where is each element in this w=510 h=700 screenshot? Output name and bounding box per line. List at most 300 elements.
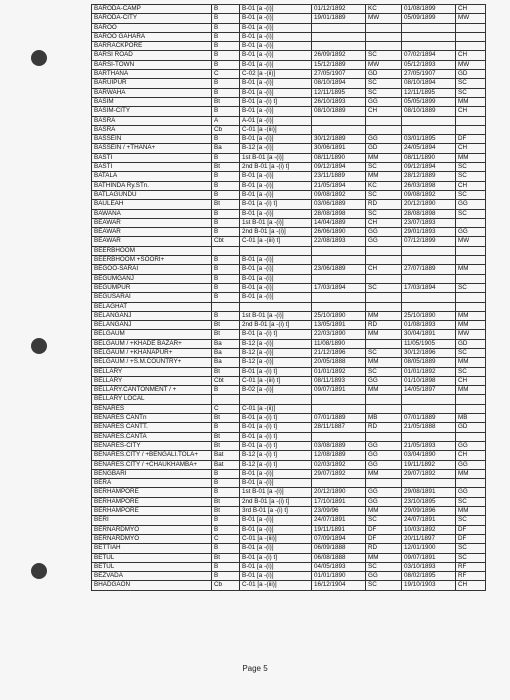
earliest-source-cell: SC xyxy=(366,283,402,292)
office-name-cell: BARWAHA xyxy=(92,88,212,97)
office-name-cell: BENGBARI xyxy=(92,469,212,478)
latest-source-cell: MW xyxy=(456,60,486,69)
earliest-date-cell: 30/12/1889 xyxy=(312,135,366,144)
type-code-cell: B xyxy=(212,5,240,14)
office-name-cell: BATHINDA Ry.STn. xyxy=(92,181,212,190)
cancellation-type-cell: C-01 [a -(iii)] xyxy=(240,534,312,543)
latest-source-cell: SC xyxy=(456,348,486,357)
latest-date-cell: 12/11/1895 xyxy=(402,88,456,97)
earliest-date-cell: 04/05/1893 xyxy=(312,562,366,571)
earliest-source-cell: SC xyxy=(366,88,402,97)
latest-date-cell: 05/05/1899 xyxy=(402,97,456,106)
earliest-date-cell xyxy=(312,479,366,488)
latest-source-cell: SC xyxy=(456,88,486,97)
earliest-source-cell: SC xyxy=(366,562,402,571)
earliest-date-cell: 11/08/1890 xyxy=(312,339,366,348)
earliest-date-cell: 13/05/1891 xyxy=(312,321,366,330)
cancellation-type-cell: B-01 [a -(i) t] xyxy=(240,200,312,209)
latest-source-cell: CH xyxy=(456,181,486,190)
table-row xyxy=(92,451,486,460)
type-code-cell: C xyxy=(212,534,240,543)
earliest-source-cell xyxy=(366,256,402,265)
table-row xyxy=(92,544,486,553)
earliest-source-cell xyxy=(366,395,402,404)
office-name-cell: BASRA xyxy=(92,125,212,134)
earliest-date-cell: 03/08/1889 xyxy=(312,441,366,450)
cancellation-type-cell: B-01 [a -(i)] xyxy=(240,525,312,534)
office-name-cell: BARODA-CITY xyxy=(92,14,212,23)
earliest-date-cell: 09/07/1891 xyxy=(312,386,366,395)
table-row xyxy=(92,153,486,162)
latest-date-cell xyxy=(402,32,456,41)
table-row xyxy=(92,516,486,525)
cancellation-type-cell: B-01 [a -(i)] xyxy=(240,256,312,265)
type-code-cell: B xyxy=(212,311,240,320)
latest-date-cell: 17/03/1894 xyxy=(402,283,456,292)
earliest-date-cell: 29/07/1892 xyxy=(312,469,366,478)
earliest-source-cell: RD xyxy=(366,423,402,432)
table-row xyxy=(92,200,486,209)
table-row xyxy=(92,144,486,153)
latest-date-cell xyxy=(402,246,456,255)
earliest-date-cell: 03/06/1889 xyxy=(312,200,366,209)
earliest-source-cell: SC xyxy=(366,79,402,88)
office-name-cell: BEAWAR xyxy=(92,237,212,246)
office-name-cell: BELLARY LOCAL xyxy=(92,395,212,404)
table-row xyxy=(92,311,486,320)
earliest-source-cell: GG xyxy=(366,237,402,246)
office-name-cell: BELGAUM xyxy=(92,330,212,339)
cancellation-type-cell xyxy=(240,302,312,311)
earliest-date-cell: 20/12/1890 xyxy=(312,488,366,497)
earliest-date-cell: 07/01/1889 xyxy=(312,414,366,423)
latest-date-cell xyxy=(402,116,456,125)
earliest-date-cell: 26/09/1892 xyxy=(312,51,366,60)
earliest-source-cell: CH xyxy=(366,107,402,116)
cancellation-type-cell: B-01 [a -(i)] xyxy=(240,60,312,69)
office-name-cell: BERNARDMYO xyxy=(92,534,212,543)
office-name-cell: BAULEAH xyxy=(92,200,212,209)
table-row xyxy=(92,14,486,23)
earliest-source-cell xyxy=(366,479,402,488)
latest-source-cell: RF xyxy=(456,562,486,571)
latest-date-cell xyxy=(402,125,456,134)
latest-date-cell: 29/09/1896 xyxy=(402,507,456,516)
latest-date-cell: 08/10/1894 xyxy=(402,79,456,88)
earliest-date-cell: 15/12/1889 xyxy=(312,60,366,69)
type-code-cell: B xyxy=(212,181,240,190)
cancellation-type-cell: B-01 [a -(i)] xyxy=(240,79,312,88)
earliest-source-cell xyxy=(366,293,402,302)
office-name-cell: BELLARY xyxy=(92,376,212,385)
latest-source-cell xyxy=(456,246,486,255)
earliest-date-cell: 17/03/1894 xyxy=(312,283,366,292)
cancellation-type-cell: B-01 [a -(i)] xyxy=(240,135,312,144)
latest-date-cell: 10/03/1892 xyxy=(402,525,456,534)
earliest-source-cell: KC xyxy=(366,5,402,14)
table-row xyxy=(92,507,486,516)
type-code-cell xyxy=(212,395,240,404)
earliest-date-cell: 01/01/1890 xyxy=(312,572,366,581)
earliest-source-cell: MM xyxy=(366,172,402,181)
latest-date-cell: 28/08/1898 xyxy=(402,209,456,218)
table-row xyxy=(92,135,486,144)
latest-date-cell: 05/12/1893 xyxy=(402,60,456,69)
latest-source-cell: MW xyxy=(456,330,486,339)
earliest-date-cell: 08/11/1890 xyxy=(312,153,366,162)
latest-date-cell xyxy=(402,432,456,441)
type-code-cell: Ba xyxy=(212,348,240,357)
latest-source-cell: CH xyxy=(456,107,486,116)
latest-date-cell: 19/11/1892 xyxy=(402,460,456,469)
office-name-cell: BEGOO-SARAI xyxy=(92,265,212,274)
table-row xyxy=(92,293,486,302)
latest-source-cell: GD xyxy=(456,423,486,432)
latest-date-cell xyxy=(402,274,456,283)
earliest-source-cell xyxy=(366,23,402,32)
cancellation-type-cell xyxy=(240,395,312,404)
type-code-cell: B xyxy=(212,516,240,525)
punch-hole xyxy=(31,338,47,354)
earliest-source-cell: KC xyxy=(366,181,402,190)
latest-source-cell: SC xyxy=(456,516,486,525)
latest-source-cell xyxy=(456,256,486,265)
earliest-source-cell: MB xyxy=(366,414,402,423)
latest-source-cell: MW xyxy=(456,237,486,246)
earliest-source-cell: DF xyxy=(366,534,402,543)
latest-date-cell: 07/12/1899 xyxy=(402,237,456,246)
postmark-ledger-table xyxy=(91,4,486,591)
latest-date-cell: 24/07/1891 xyxy=(402,516,456,525)
type-code-cell: B xyxy=(212,51,240,60)
latest-date-cell: 03/01/1895 xyxy=(402,135,456,144)
cancellation-type-cell: B-01 [a -(i) t] xyxy=(240,414,312,423)
table-row xyxy=(92,572,486,581)
table-row xyxy=(92,97,486,106)
cancellation-type-cell: 2nd B-01 [a -(i) t] xyxy=(240,497,312,506)
office-name-cell: BARODA-CAMP xyxy=(92,5,212,14)
table-row xyxy=(92,116,486,125)
office-name-cell: BETUL xyxy=(92,562,212,571)
latest-date-cell: 25/10/1890 xyxy=(402,311,456,320)
cancellation-type-cell: B-01 [a -(i)] xyxy=(240,5,312,14)
latest-source-cell: GG xyxy=(456,460,486,469)
earliest-source-cell: SC xyxy=(366,163,402,172)
earliest-date-cell: 26/10/1893 xyxy=(312,97,366,106)
type-code-cell: B xyxy=(212,153,240,162)
latest-source-cell: GG xyxy=(456,441,486,450)
latest-source-cell: GG xyxy=(456,488,486,497)
cancellation-type-cell: C-01 [a -(iii) t] xyxy=(240,237,312,246)
earliest-source-cell xyxy=(366,339,402,348)
latest-source-cell xyxy=(456,274,486,283)
type-code-cell xyxy=(212,246,240,255)
cancellation-type-cell: B-01 [a -(i)] xyxy=(240,181,312,190)
type-code-cell: Bt xyxy=(212,321,240,330)
earliest-date-cell xyxy=(312,293,366,302)
table-row xyxy=(92,562,486,571)
earliest-date-cell xyxy=(312,432,366,441)
type-code-cell: Bt xyxy=(212,497,240,506)
type-code-cell: B xyxy=(212,265,240,274)
table-row xyxy=(92,172,486,181)
latest-date-cell xyxy=(402,42,456,51)
cancellation-type-cell: B-01 [a -(i) t] xyxy=(240,97,312,106)
latest-source-cell: MM xyxy=(456,469,486,478)
type-code-cell: B xyxy=(212,562,240,571)
cancellation-type-cell: B-01 [a -(i)] xyxy=(240,23,312,32)
office-name-cell: BASTI xyxy=(92,163,212,172)
table-row xyxy=(92,23,486,32)
table-row xyxy=(92,395,486,404)
earliest-source-cell xyxy=(366,246,402,255)
earliest-source-cell: GG xyxy=(366,228,402,237)
cancellation-type-cell: B-01 [a -(i)] xyxy=(240,32,312,41)
type-code-cell: B xyxy=(212,218,240,227)
latest-source-cell xyxy=(456,23,486,32)
cancellation-type-cell: 2nd B-01 [a -(i) t] xyxy=(240,163,312,172)
earliest-date-cell xyxy=(312,404,366,413)
table-row xyxy=(92,274,486,283)
earliest-source-cell xyxy=(366,274,402,283)
earliest-date-cell: 22/03/1890 xyxy=(312,330,366,339)
latest-source-cell xyxy=(456,302,486,311)
office-name-cell: BEERBHOOM xyxy=(92,246,212,255)
earliest-source-cell: SC xyxy=(366,51,402,60)
earliest-source-cell: RD xyxy=(366,200,402,209)
cancellation-type-cell: 1st B-01 [a -(i)] xyxy=(240,488,312,497)
type-code-cell: C xyxy=(212,404,240,413)
table-row xyxy=(92,358,486,367)
table-row xyxy=(92,386,486,395)
cancellation-type-cell: C-02 [a -(ii)] xyxy=(240,70,312,79)
cancellation-type-cell: B-01 [a -(i)] xyxy=(240,14,312,23)
office-name-cell: BERHAMPORE xyxy=(92,497,212,506)
office-name-cell: BEAWAR xyxy=(92,218,212,227)
office-name-cell: BERI xyxy=(92,516,212,525)
earliest-date-cell: 08/10/1894 xyxy=(312,79,366,88)
earliest-date-cell: 28/08/1898 xyxy=(312,209,366,218)
latest-source-cell: MM xyxy=(456,507,486,516)
latest-date-cell: 03/04/1890 xyxy=(402,451,456,460)
office-name-cell: BARSI ROAD xyxy=(92,51,212,60)
table-row xyxy=(92,488,486,497)
latest-date-cell: 26/03/1898 xyxy=(402,181,456,190)
office-name-cell: BASIM xyxy=(92,97,212,106)
latest-source-cell: MM xyxy=(456,153,486,162)
earliest-date-cell: 02/03/1892 xyxy=(312,460,366,469)
cancellation-type-cell: B-01 [a -(i)] xyxy=(240,88,312,97)
earliest-date-cell: 14/04/1889 xyxy=(312,218,366,227)
type-code-cell: B xyxy=(212,274,240,283)
latest-date-cell: 30/04/1891 xyxy=(402,330,456,339)
cancellation-type-cell: B-01 [a -(i)] xyxy=(240,516,312,525)
earliest-source-cell: RD xyxy=(366,321,402,330)
cancellation-type-cell: B-01 [a -(i) t] xyxy=(240,553,312,562)
earliest-date-cell xyxy=(312,274,366,283)
office-name-cell: BELLARY.CANTONMENT / + xyxy=(92,386,212,395)
cancellation-type-cell: B-12 [a -(i)] xyxy=(240,339,312,348)
type-code-cell: B xyxy=(212,256,240,265)
cancellation-type-cell: C-01 [a -(iii)] xyxy=(240,581,312,590)
earliest-source-cell xyxy=(366,42,402,51)
office-name-cell: BENARES.CANTA xyxy=(92,432,212,441)
latest-source-cell xyxy=(456,404,486,413)
latest-date-cell: 21/05/1893 xyxy=(402,441,456,450)
table-row xyxy=(92,209,486,218)
office-name-cell: BAROO GAHARA xyxy=(92,32,212,41)
latest-source-cell: SC xyxy=(456,79,486,88)
earliest-date-cell: 25/10/1890 xyxy=(312,311,366,320)
cancellation-type-cell: B-01 [a -(i) t] xyxy=(240,330,312,339)
table-row xyxy=(92,256,486,265)
table-row xyxy=(92,107,486,116)
latest-source-cell xyxy=(456,116,486,125)
earliest-date-cell: 19/01/1889 xyxy=(312,14,366,23)
table-row xyxy=(92,88,486,97)
office-name-cell: BENARES.CITY / +BENGALI.TOLA+ xyxy=(92,451,212,460)
earliest-date-cell xyxy=(312,302,366,311)
type-code-cell: B xyxy=(212,107,240,116)
cancellation-type-cell: B-12 [a -(i)] xyxy=(240,348,312,357)
latest-source-cell xyxy=(456,218,486,227)
cancellation-type-cell: B-01 [a -(i)] xyxy=(240,42,312,51)
earliest-date-cell: 08/11/1893 xyxy=(312,376,366,385)
cancellation-type-cell: C-01 [a -(ii)] xyxy=(240,404,312,413)
earliest-source-cell: MM xyxy=(366,386,402,395)
earliest-source-cell: MM xyxy=(366,358,402,367)
table-row xyxy=(92,265,486,274)
office-name-cell: BEAWAR xyxy=(92,228,212,237)
cancellation-type-cell: B-01 [a -(i)] xyxy=(240,544,312,553)
earliest-source-cell: GG xyxy=(366,376,402,385)
table-row xyxy=(92,302,486,311)
type-code-cell: B xyxy=(212,60,240,69)
latest-source-cell: CH xyxy=(456,581,486,590)
latest-date-cell xyxy=(402,293,456,302)
office-name-cell: BELANGANJ xyxy=(92,321,212,330)
earliest-source-cell: MM xyxy=(366,153,402,162)
earliest-source-cell xyxy=(366,404,402,413)
latest-date-cell: 27/05/1907 xyxy=(402,70,456,79)
table-row xyxy=(92,79,486,88)
earliest-date-cell: 16/12/1904 xyxy=(312,581,366,590)
table-row xyxy=(92,414,486,423)
type-code-cell: Ba xyxy=(212,358,240,367)
latest-source-cell: MW xyxy=(456,14,486,23)
type-code-cell: Bt xyxy=(212,330,240,339)
earliest-date-cell xyxy=(312,42,366,51)
cancellation-type-cell: B-12 [a -(i)] xyxy=(240,144,312,153)
latest-date-cell: 30/12/1896 xyxy=(402,348,456,357)
latest-source-cell: SC xyxy=(456,209,486,218)
office-name-cell: BELANGANJ xyxy=(92,311,212,320)
office-name-cell: BELGAUM / +KHANAPUR+ xyxy=(92,348,212,357)
type-code-cell: Cbt xyxy=(212,376,240,385)
latest-date-cell: 05/09/1899 xyxy=(402,14,456,23)
latest-date-cell: 28/12/1889 xyxy=(402,172,456,181)
office-name-cell: BEGUSARAI xyxy=(92,293,212,302)
latest-source-cell xyxy=(456,42,486,51)
earliest-source-cell: GG xyxy=(366,441,402,450)
office-name-cell: BASTI xyxy=(92,153,212,162)
earliest-source-cell: MM xyxy=(366,311,402,320)
earliest-date-cell: 17/10/1891 xyxy=(312,497,366,506)
earliest-source-cell: CH xyxy=(366,265,402,274)
table-row xyxy=(92,163,486,172)
earliest-date-cell: 01/12/1892 xyxy=(312,5,366,14)
latest-source-cell: GD xyxy=(456,70,486,79)
type-code-cell: C xyxy=(212,70,240,79)
earliest-date-cell: 23/09/96 xyxy=(312,507,366,516)
latest-source-cell: SC xyxy=(456,283,486,292)
type-code-cell: Bt xyxy=(212,367,240,376)
earliest-date-cell xyxy=(312,116,366,125)
earliest-source-cell xyxy=(366,432,402,441)
cancellation-type-cell: B-01 [a -(i) t] xyxy=(240,432,312,441)
earliest-source-cell: RD xyxy=(366,544,402,553)
cancellation-type-cell: B-01 [a -(i)] xyxy=(240,274,312,283)
office-name-cell: BATLAGUNDU xyxy=(92,190,212,199)
type-code-cell: Cb xyxy=(212,581,240,590)
cancellation-type-cell: B-01 [a -(i) t] xyxy=(240,441,312,450)
cancellation-type-cell: 1st B-01 [a -(i)] xyxy=(240,218,312,227)
punch-hole xyxy=(31,50,47,66)
table-row xyxy=(92,42,486,51)
latest-source-cell: SC xyxy=(456,553,486,562)
latest-date-cell: 01/08/1893 xyxy=(402,321,456,330)
table-row xyxy=(92,321,486,330)
earliest-source-cell: GD xyxy=(366,70,402,79)
office-name-cell: BASIM-CITY xyxy=(92,107,212,116)
earliest-date-cell: 09/08/1892 xyxy=(312,190,366,199)
latest-date-cell: 19/10/1903 xyxy=(402,581,456,590)
latest-source-cell xyxy=(456,125,486,134)
office-name-cell: BELLARY xyxy=(92,367,212,376)
earliest-source-cell xyxy=(366,125,402,134)
cancellation-type-cell: B-12 [a -(i) t] xyxy=(240,460,312,469)
earliest-date-cell xyxy=(312,256,366,265)
latest-source-cell: MM xyxy=(456,97,486,106)
earliest-date-cell: 07/09/1894 xyxy=(312,534,366,543)
table-row xyxy=(92,237,486,246)
table-row xyxy=(92,70,486,79)
latest-date-cell xyxy=(402,256,456,265)
table-row xyxy=(92,534,486,543)
type-code-cell xyxy=(212,302,240,311)
office-name-cell: BAROO xyxy=(92,23,212,32)
type-code-cell: B xyxy=(212,283,240,292)
latest-source-cell: MM xyxy=(456,386,486,395)
type-code-cell: B xyxy=(212,293,240,302)
latest-date-cell: 29/01/1893 xyxy=(402,228,456,237)
type-code-cell: B xyxy=(212,32,240,41)
type-code-cell: Bt xyxy=(212,200,240,209)
latest-source-cell xyxy=(456,432,486,441)
cancellation-type-cell: 1st B-01 [a -(i)] xyxy=(240,153,312,162)
type-code-cell: Cb xyxy=(212,125,240,134)
cancellation-type-cell: C-01 [a -(iii)] xyxy=(240,125,312,134)
office-name-cell: BENARES.CITY / +CHAUKHAMBA+ xyxy=(92,460,212,469)
latest-source-cell: GG xyxy=(456,200,486,209)
earliest-source-cell: GG xyxy=(366,135,402,144)
office-name-cell: BELGAUM / +KHADE BAZAR+ xyxy=(92,339,212,348)
table-row xyxy=(92,460,486,469)
earliest-date-cell xyxy=(312,23,366,32)
latest-date-cell: 09/07/1891 xyxy=(402,553,456,562)
latest-date-cell xyxy=(402,302,456,311)
latest-date-cell: 12/01/1900 xyxy=(402,544,456,553)
